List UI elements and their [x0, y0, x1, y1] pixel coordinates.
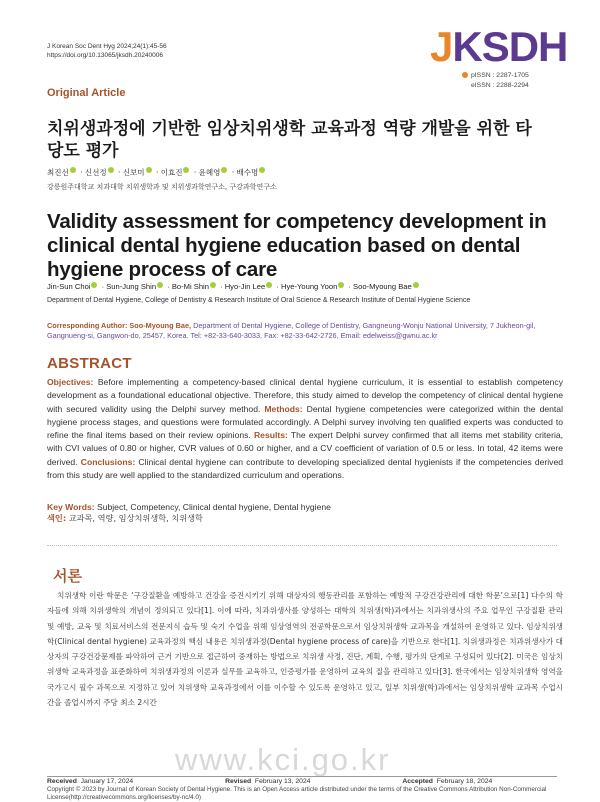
eissn: eISSN : 2288-2294 [471, 82, 529, 89]
orcid-icon[interactable] [221, 167, 227, 173]
english-affiliation: Department of Dental Hygiene, College of Dentistry & Research Institute of Oral Science & Research Institute of Dental Hygiene Science [47, 297, 471, 304]
journal-citation [47, 42, 167, 60]
corresponding-name: Soo-Myoung Bae, [129, 321, 192, 330]
methods-text: Dental hygiene competencies were categorized within the dental hygiene process stages, and questions were formulated accordingly. A Delphi survey involving ten qualified experts was conducted to refine the final items based on their review opinions. [47, 403, 563, 441]
article-type: Original Article [47, 87, 126, 99]
orcid-icon[interactable] [146, 167, 152, 173]
orcid-icon[interactable] [183, 167, 189, 173]
english-title: Validity assessment for competency development in clinical dental hygiene education based on dental hygiene process of care [47, 210, 547, 281]
abstract-heading: ABSTRACT [47, 355, 132, 372]
corresponding-details: Department of Dental Hygiene, College of Dentistry, Gangneung-Wonju National University, 7 Jukheon-gil, Gangnueng-si, Gangwon-do, 25457, Korea. Tel: +82-33-640-3033, Fax: +82-33-642-2726, Email: edelweiss@gwnu.ac.kr [47, 321, 536, 340]
author: 신선정 [84, 168, 107, 177]
author: 신보미 [122, 168, 145, 177]
korean-keywords-label: 색인: [47, 513, 67, 523]
abstract-body [47, 376, 563, 482]
intro-heading: 서론 [53, 567, 82, 585]
author: 이효진 [160, 168, 183, 177]
author: 최진선 [47, 168, 69, 177]
orcid-icon[interactable] [210, 282, 216, 288]
revised-date: February 13, 2024 [254, 778, 311, 785]
doi-link[interactable]: https://doi.org/10.13065/jksdh.20240006 [47, 52, 164, 59]
journal-ref: J Korean Soc Dent Hyg 2024;24(1):45-56 [47, 43, 167, 50]
orcid-icon[interactable] [70, 167, 76, 173]
issn-block [462, 71, 529, 91]
author: Bo-Mi Shin [171, 282, 209, 291]
korean-keywords [47, 513, 203, 524]
english-authors: Jin-Sun Choi · Sun-Jung Shin · Bo-Mi Shin · Hyo-Jin Lee · Hye-Young Yoon · Soo-Myoung Bae [47, 282, 421, 292]
orcid-icon[interactable] [108, 167, 114, 173]
orcid-icon[interactable] [413, 282, 419, 288]
author: 배수명 [236, 168, 259, 177]
orcid-icon[interactable] [338, 282, 344, 288]
korean-authors: 최진선 · 신선정 · 신보미 · 이효진 · 윤혜영 · 배수명 [47, 167, 267, 178]
results-label: Results: [253, 430, 288, 441]
issn-dot-icon [462, 72, 468, 78]
keywords-value: Subject, Competency, Clinical dental hygiene, Dental hygiene [96, 502, 331, 512]
accepted-label: Accepted [402, 778, 433, 785]
results-text: The expert Delphi survey confirmed that all items met stability criteria, with CVI values of 0.80 or higher, CVR values of 0.60 or higher, and a CV coefficient of variation of 0.5 or less. In total, 42 items were derived. [47, 430, 564, 467]
pissn: pISSN : 2287-1705 [471, 72, 529, 79]
watermark: www.kci.go.kr [175, 742, 391, 777]
article-dates [47, 778, 492, 785]
accepted-date: February 18, 2024 [436, 778, 493, 785]
korean-affiliation: 강릉원주대학교 치과대학 치위생학과 및 치위생과학연구소, 구강과학연구소 [47, 183, 277, 191]
conclusions-label: Conclusions: [80, 456, 136, 467]
revised-label: Revised [225, 778, 252, 785]
author: Hye-Young Yoon [280, 282, 338, 291]
author: Jin-Sun Choi [47, 282, 91, 291]
author: Hyo-Jin Lee [224, 282, 266, 291]
keywords [47, 501, 331, 513]
author: Soo-Myoung Bae [353, 282, 412, 291]
objectives-text: Before implementing a competency-based clinical dental hygiene curriculum, it is essential to establish competency development as a foundational educational objective. Therefore, this study aimed to develop the competency of clinical dental hygiene with secured validity using the Delphi survey method. [47, 377, 563, 414]
footer-divider [47, 776, 557, 777]
author: Sun-Jung Shin [106, 282, 157, 291]
received-date: January 17, 2024 [80, 778, 134, 785]
keywords-label: Key Words: [47, 502, 95, 512]
orcid-icon[interactable] [91, 282, 97, 288]
copyright-notice: Copyright © 2023 by Journal of Korean Society of Dental Hygiene. This is an Open Access article distributed under the terms of the Creative Commons Attribution Non-Commercial License(http://creativecommons.org/licenses/by-nc/4.0) [47, 786, 547, 801]
author: 윤혜영 [198, 168, 221, 177]
orcid-icon[interactable] [157, 282, 163, 288]
corresponding-author [47, 321, 567, 341]
journal-logo: JKSDH [430, 23, 568, 70]
korean-keywords-value: 교과목, 역량, 임상치위생학, 치위생학 [68, 513, 203, 523]
intro-text: 치위생학 이란 학문은 ‘구강질환을 예방하고 건강을 증진시키기 위해 대상자의 행동관리를 포함하는 예방적 구강건강관리에 대한 학문’으로[1] 다수의 학자들에 의해 치위생학의 개념이 정의되고 있다[1]. 이에 따라, 치과위생사를 양성하는 대학의 치위생(학)과에서는 치과위생사의 주요 업무인 구강질환 관리 및 예방, 교육 및 치료서비스의 전문지식 습득 및 숙기 수업을 위해 임상영역의 전공학문으로서 임상치위생학 교과목을 개설하여 운영하고 있다. 임상치위생학(Clinical dental hygiene) 교육과정의 핵심 내용은 치위생과정(Dental hygiene process of care)을 기반으로 한다[1]. 치위생과정은 치과위생사가 대상자의 구강건강문제를 파악하여 근거 기반으로 접근하여 중재하는 방법으로 치위생 사정, 진단, 계획, 수행, 평가의 단계로 구성되어 있다[2]. 미국은 임상치위생학 교육과정을 표준화하여 치위생과정의 이론과 실무를 교육하고, 인증평가를 운영하여 교육의 질을 관리하고 있다[3]. 한국에서는 임상치위생학 영역을 국가고시 필수 과목으로 지정하고 있어 치위생학 교육과정에서 이를 이수할 수 있도록 운영하고 있고, 일부 치위생(학)과에서는 임상치위생학 교과목 수업시간을 졸업시까지 주당 최소 2시간 [47, 591, 563, 708]
korean-title: 치위생과정에 기반한 임상치위생학 교육과정 역량 개발을 위한 타당도 평가 [47, 119, 532, 161]
conclusions-text: Clinical dental hygiene can contribute to developing specialized dental hygienists if the competencies derived from this study are well applied to the standardized curriculum and operations. [47, 456, 564, 481]
objectives-label: Objectives: [47, 377, 94, 387]
orcid-icon[interactable] [266, 282, 272, 288]
corresponding-label: Corresponding Author: [47, 321, 128, 330]
section-divider [47, 545, 557, 546]
methods-label: Methods: [264, 403, 303, 414]
orcid-icon[interactable] [259, 167, 265, 173]
received-label: Received [47, 778, 77, 785]
